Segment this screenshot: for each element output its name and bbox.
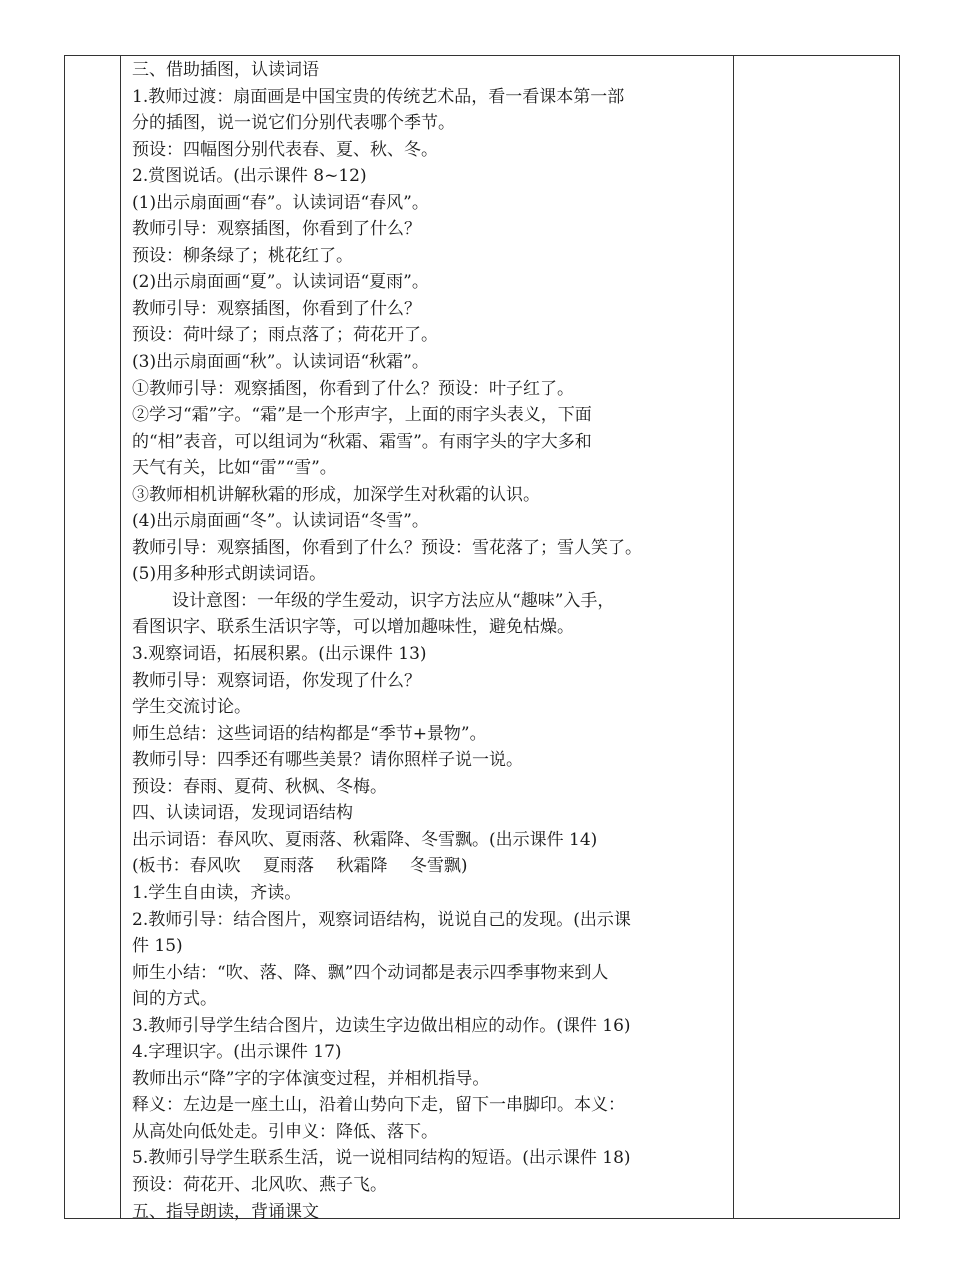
- text-line: 天气有关，比如“雷”“雪”。: [132, 458, 337, 479]
- section-heading: 五、指导朗读，背诵课文: [132, 1201, 319, 1222]
- board-writing-line: (板书：春风吹 夏雨落 秋霜降 冬雪飘): [132, 856, 468, 877]
- text-line: (4)出示扇面画“冬”。认读词语“冬雪”。: [132, 511, 429, 532]
- text-line: 教师引导：四季还有哪些美景？请你照样子说一说。: [132, 750, 523, 771]
- text-line: 分的插图，说一说它们分别代表哪个季节。: [132, 113, 455, 134]
- text-line: 件 15): [132, 936, 183, 957]
- text-line: 4.字理识字。(出示课件 17): [132, 1042, 342, 1063]
- text-line: 预设：柳条绿了；桃花红了。: [132, 245, 353, 266]
- text-line: 预设：荷叶绿了；雨点落了；荷花开了。: [132, 325, 438, 346]
- text-line: 教师引导：观察插图，你看到了什么？: [132, 298, 421, 319]
- text-line: 从高处向低处走。引申义：降低、落下。: [132, 1121, 438, 1142]
- text-line: 学生交流讨论。: [132, 697, 251, 718]
- text-line: (3)出示扇面画“秋”。认读词语“秋霜”。: [132, 352, 429, 373]
- text-line: 2.赏图说话。(出示课件 8~12): [132, 166, 367, 187]
- text-line: 预设：春雨、夏荷、秋枫、冬梅。: [132, 776, 387, 797]
- text-line: 师生小结：“吹、落、降、飘”四个动词都是表示四季事物来到人: [132, 962, 609, 983]
- text-line: 师生总结：这些词语的结构都是“季节+景物”。: [132, 723, 487, 744]
- text-line: (5)用多种形式朗读词语。: [132, 564, 327, 585]
- text-line: (2)出示扇面画“夏”。认读词语“夏雨”。: [132, 272, 429, 293]
- left-column-divider: [120, 56, 121, 1218]
- text-line: 5.教师引导学生联系生活，说一说相同结构的短语。(出示课件 18): [132, 1148, 631, 1169]
- text-line: 1.学生自由读，齐读。: [132, 882, 302, 903]
- text-line: 教师出示“降”字的字体演变过程，并相机指导。: [132, 1068, 490, 1089]
- text-line: 出示词语：春风吹、夏雨落、秋霜降、冬雪飘。(出示课件 14): [132, 829, 598, 850]
- text-line: 1.教师过渡：扇面画是中国宝贵的传统艺术品，看一看课本第一部: [132, 86, 625, 107]
- text-line: ③教师相机讲解秋霜的形成，加深学生对秋霜的认识。: [132, 484, 540, 505]
- section-heading: 四、认读词语，发现词语结构: [132, 803, 353, 824]
- text-line: ②学习“霜”字。“霜”是一个形声字，上面的雨字头表义，下面: [132, 405, 592, 426]
- text-line: 2.教师引导：结合图片，观察词语结构，说说自己的发现。(出示课: [132, 909, 631, 930]
- right-column-divider: [733, 56, 734, 1218]
- text-line: 教师引导：观察词语，你发现了什么？: [132, 670, 421, 691]
- text-line: (1)出示扇面画“春”。认读词语“春风”。: [132, 192, 429, 213]
- design-intent-line: 设计意图：一年级的学生爱动，识字方法应从“趣味”入手，: [172, 590, 615, 611]
- lesson-content: [132, 57, 732, 1225]
- section-heading: 三、借助插图，认读词语: [132, 60, 319, 80]
- text-line: ①教师引导：观察插图，你看到了什么？预设：叶子红了。: [132, 378, 574, 399]
- text-line: 3.观察词语，拓展积累。(出示课件 13): [132, 644, 427, 665]
- text-line: 释义：左边是一座土山，沿着山势向下走，留下一串脚印。本义：: [132, 1095, 625, 1116]
- text-line: 间的方式。: [132, 989, 217, 1010]
- text-line: 预设：荷花开、北风吹、燕子飞。: [132, 1174, 387, 1195]
- text-line: 教师引导：观察插图，你看到了什么？预设：雪花落了；雪人笑了。: [132, 537, 642, 558]
- text-line: 预设：四幅图分别代表春、夏、秋、冬。: [132, 139, 438, 160]
- text-line: 3.教师引导学生结合图片，边读生字边做出相应的动作。(课件 16): [132, 1015, 631, 1036]
- text-line: 教师引导：观察插图，你看到了什么？: [132, 219, 421, 240]
- text-line: 看图识字、联系生活识字等，可以增加趣味性，避免枯燥。: [132, 617, 574, 638]
- text-line: 的“相”表音，可以组词为“秋霜、霜雪”。有雨字头的字大多和: [132, 431, 592, 452]
